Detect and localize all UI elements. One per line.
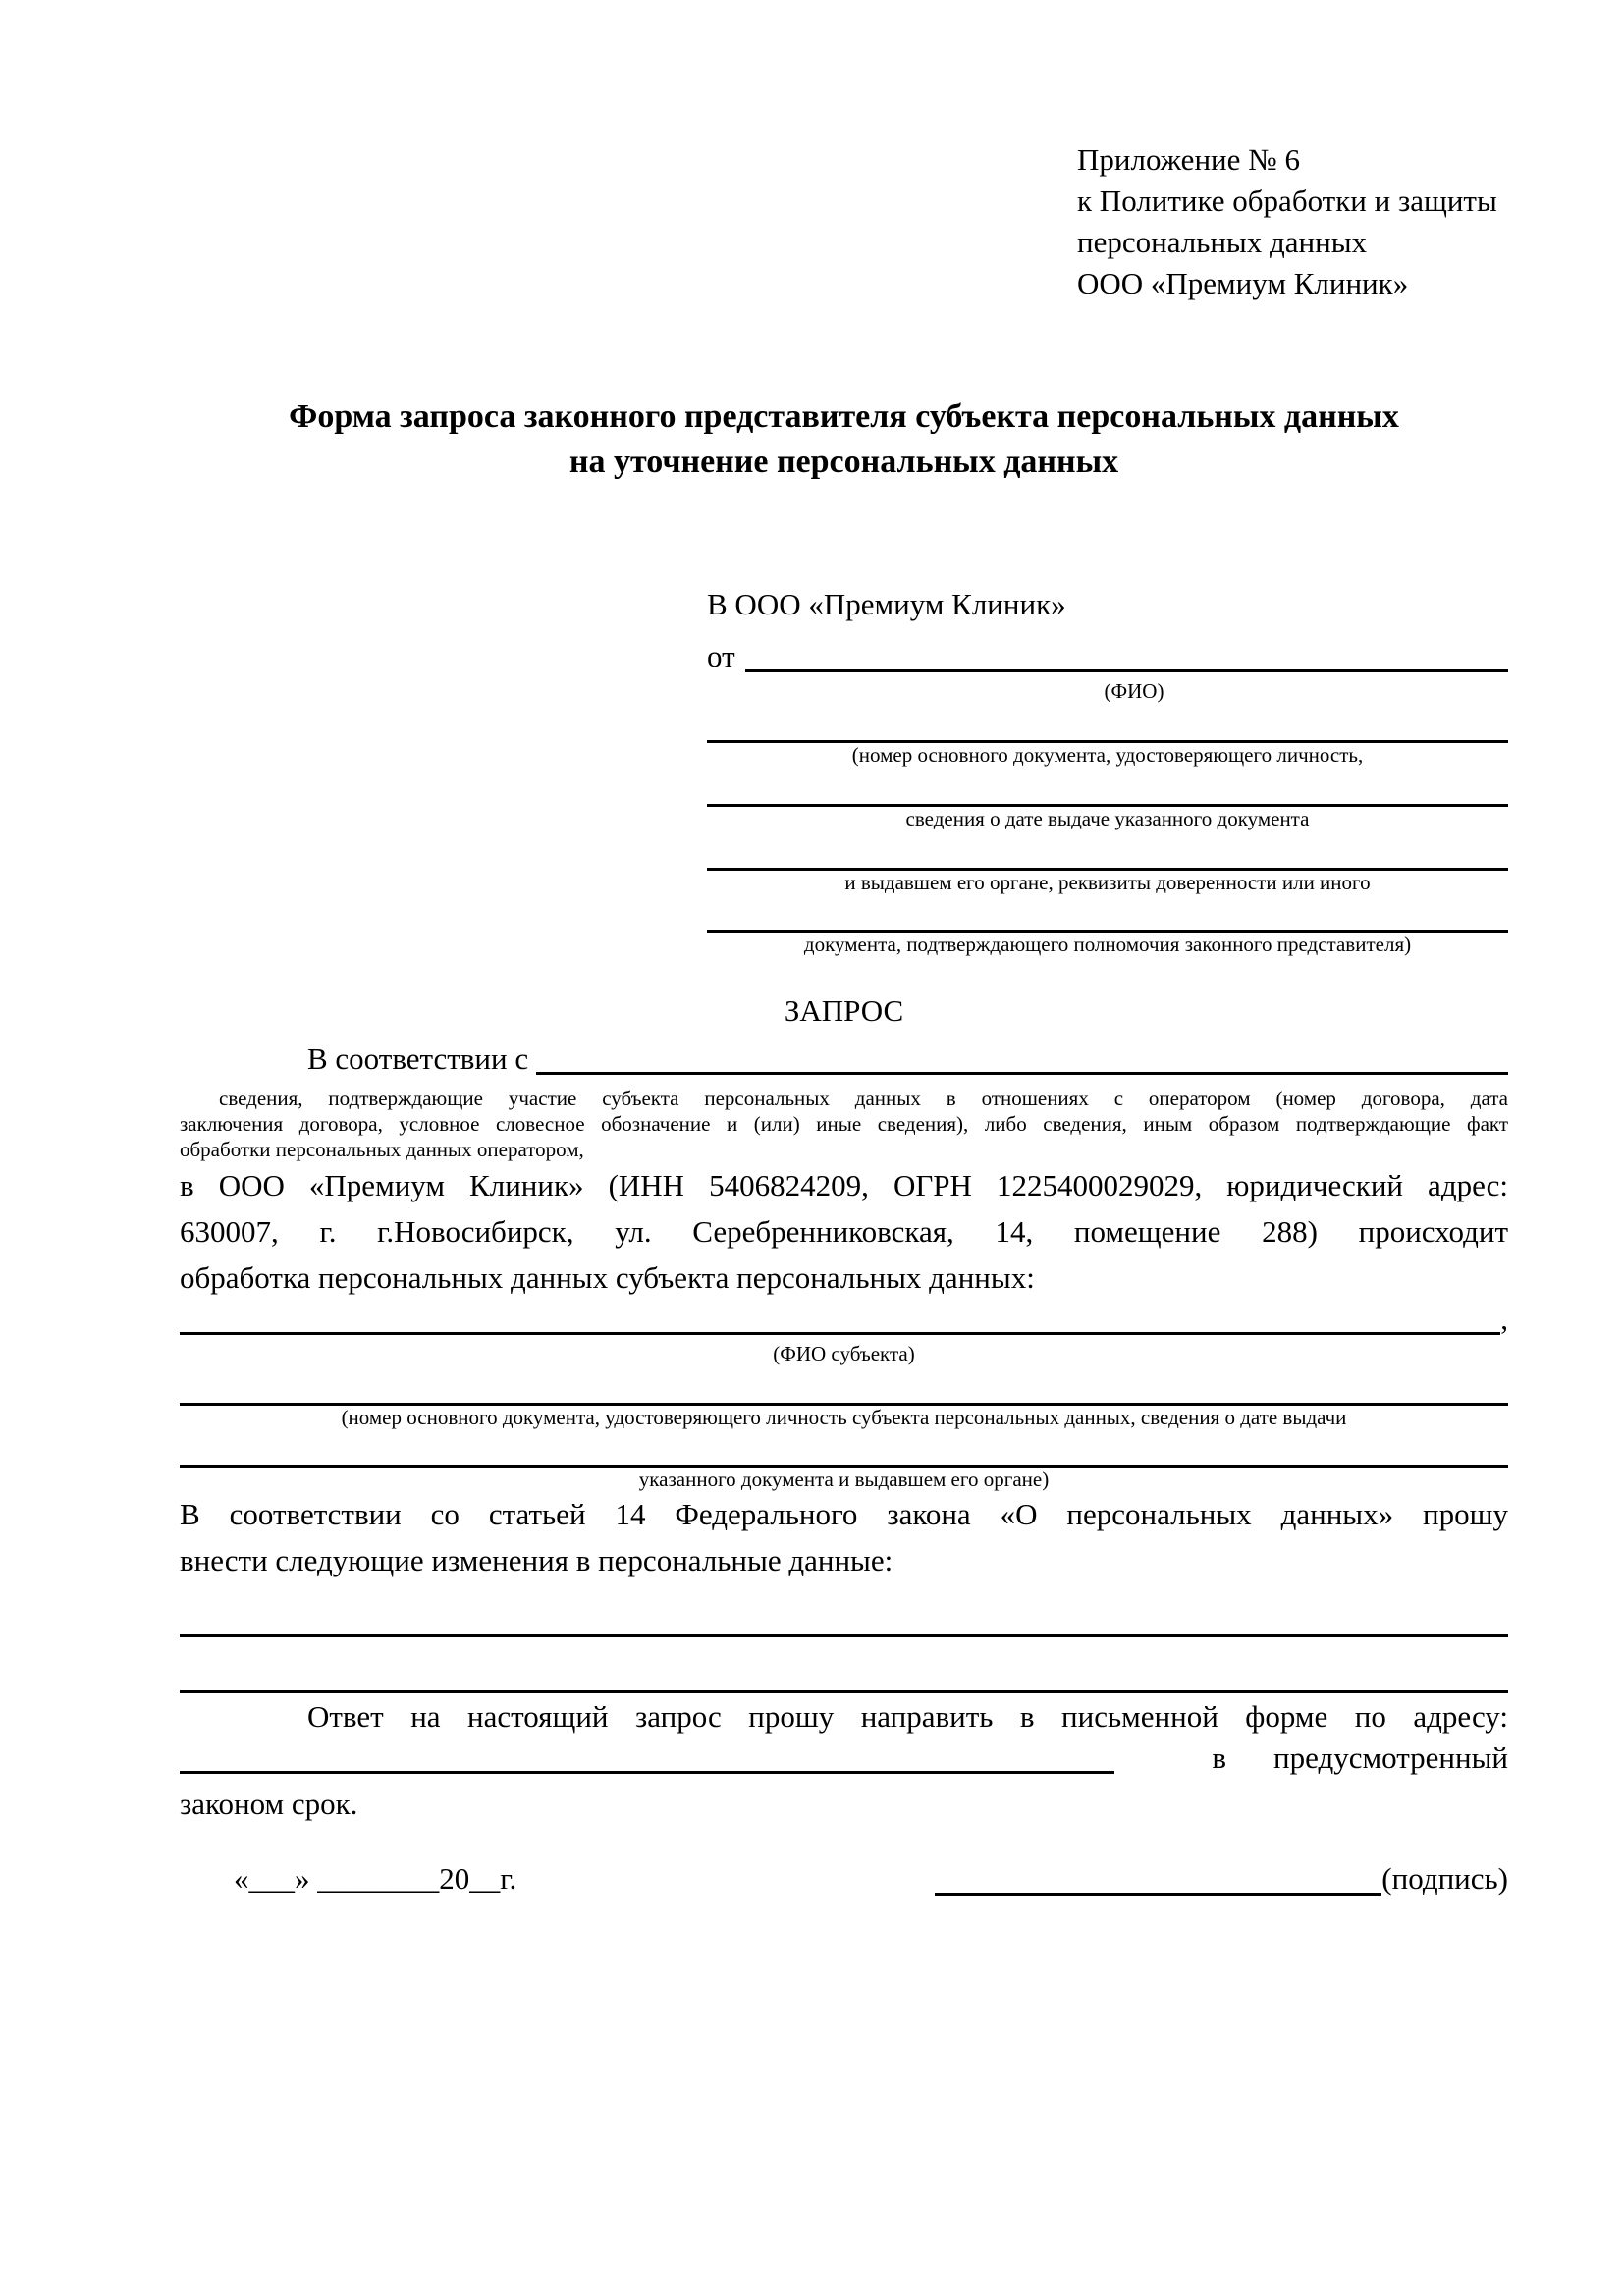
subject-fio-blank-line [180,1332,1500,1335]
operator-paragraph-line: обработка персональных данных субъекта персональных данных: [180,1260,1035,1295]
subject-doc-caption: (номер основного документа, удостоверяющего личность субъекта персональных данных, сведения о дате выдачи [341,1406,1347,1429]
answer-word: в [1212,1739,1227,1775]
addressee-block [707,583,1508,956]
operator-paragraph-line: 630007, г. г.Новосибирск, ул. Серебренниковская, 14, помещение 288) происходит [180,1214,1508,1249]
representative-doc-blank-line [707,894,1508,933]
page-title-line: на уточнение персональных данных [568,444,1119,480]
signature-caption: (подпись) [1381,1861,1508,1896]
intro-caption [180,1086,1508,1162]
representative-doc-blank-line [707,767,1508,807]
representative-doc-caption: и выдавшем его органе, реквизиты доверенности или иного [844,871,1371,894]
fio-caption: (ФИО) [1104,679,1164,703]
subject-doc-blank-line [180,1365,1508,1406]
from-blank-line [745,669,1508,672]
law-paragraph [180,1491,1508,1583]
answer-paragraph-line: законом срок. [180,1787,358,1821]
appendix-block [1077,139,1508,304]
answer-paragraph [180,1693,1508,1827]
subject-doc-blank-line [180,1429,1508,1468]
representative-doc-caption: документа, подтверждающего полномочия законного представителя) [803,933,1412,956]
request-heading: ЗАПРОС [784,993,904,1028]
footer-row [180,1856,1508,1902]
date-placeholder: «___» ________20__г. [234,1861,517,1896]
intro-caption-line: обработки персональных данных оператором, [180,1138,584,1161]
subject-doc-caption: указанного документа и выдавшем его органе) [638,1468,1050,1491]
intro-blank-line [536,1072,1508,1075]
answer-word: предусмотренный [1273,1739,1508,1775]
representative-doc-blank-line [707,703,1508,743]
appendix-line: к Политике обработки и защиты [1077,184,1497,218]
subject-fio-row [180,1301,1508,1342]
operator-paragraph [180,1162,1508,1301]
intro-row [180,1039,1508,1082]
intro-label: В соответствии с [307,1041,536,1076]
signature-block [935,1856,1508,1902]
changes-blank-line [180,1587,1508,1637]
from-label: от [707,638,735,673]
page-title-line: Форма запроса законного представителя субъекта персональных данных [289,399,1399,435]
answer-address-row [180,1739,1508,1781]
appendix-line: персональных данных [1077,225,1368,259]
changes-blank-line [180,1637,1508,1693]
representative-doc-blank-line [707,830,1508,871]
from-row [707,636,1508,679]
addressee-to: В ООО «Премиум Клиник» [707,587,1066,621]
signature-blank-line [935,1893,1381,1896]
operator-paragraph-line: в ООО «Премиум Клиник» (ИНН 5406824209, ОГРН 1225400029029, юридический адрес: [180,1168,1508,1202]
page-title [180,395,1508,485]
law-paragraph-line: внести следующие изменения в персональные данные: [180,1543,893,1577]
intro-caption-line: сведения, подтверждающие участие субъекта персональных данных в отношениях с оператором (номер договора, дата [219,1087,1508,1110]
answer-address-blank-line [180,1771,1114,1774]
subject-comma: , [1500,1301,1508,1336]
appendix-line: Приложение № 6 [1077,142,1300,177]
appendix-line: ООО «Премиум Клиник» [1077,266,1409,300]
subject-fio-caption: (ФИО субъекта) [773,1342,915,1365]
representative-doc-caption: сведения о дате выдаче указанного документа [905,807,1310,830]
law-paragraph-line: В соответствии со статьей 14 Федерального закона «О персональных данных» прошу [180,1497,1508,1531]
intro-caption-line: заключения договора, условное словесное обозначение и (или) иные сведения), либо сведения, иным образом подтверждающие факт [180,1112,1508,1136]
answer-paragraph-line: Ответ на настоящий запрос прошу направить в письменной форме по адресу: [307,1699,1508,1734]
representative-doc-caption: (номер основного документа, удостоверяющего личность, [851,743,1364,767]
